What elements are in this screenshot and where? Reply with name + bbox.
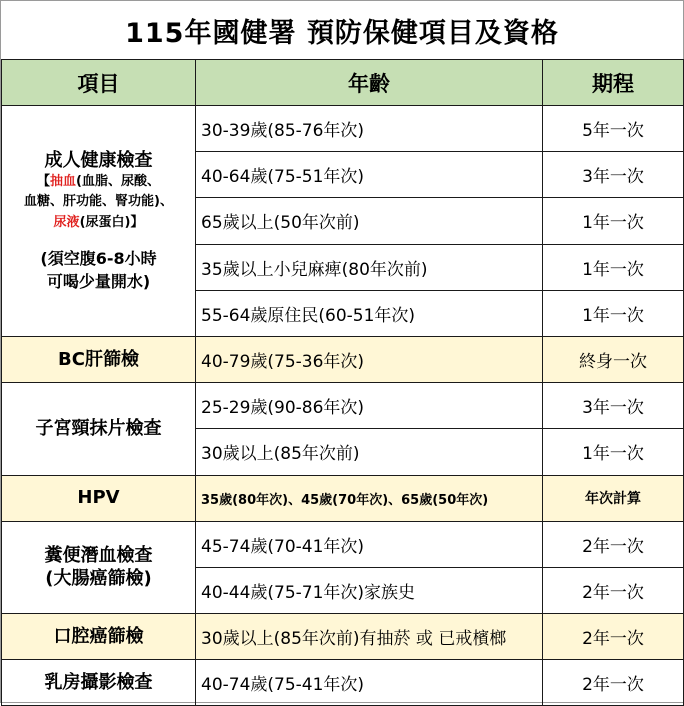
bracket-open: 【 <box>37 174 51 190</box>
term-cell: 終身一次 <box>543 336 684 382</box>
item-oral-cancer: 口腔癌篩檢 <box>2 614 196 660</box>
age-cell: 55-64歲原住民(60-51年次) <box>196 290 543 336</box>
term-cell: 3年一次 <box>543 383 684 429</box>
age-cell: 45-74歲(70-41年次) <box>196 521 543 567</box>
term-cell: 2年一次 <box>543 521 684 567</box>
page-title: 115年國健署 預防保健項目及資格 <box>125 17 559 49</box>
table-row <box>2 521 684 567</box>
age-cell: 35歲以上小兒麻痺(80年次前) <box>196 244 543 290</box>
item-pap-smear: 子宮頸抹片檢查 <box>2 383 196 475</box>
table-row <box>2 660 684 706</box>
item-mammography: 乳房攝影檢查 <box>2 660 196 706</box>
age-cell: 35歲(80年次)、45歲(70年次)、65歲(50年次) <box>196 475 543 521</box>
urine-text: (尿蛋白)】 <box>79 214 144 230</box>
table-row <box>2 475 684 521</box>
table-row <box>2 336 684 382</box>
table-row <box>2 106 684 152</box>
header-term: 期程 <box>543 60 684 106</box>
item-name: 成人健康檢查 <box>44 149 153 171</box>
item-name: 糞便潛血檢查 <box>44 544 153 566</box>
term-cell: 1年一次 <box>543 429 684 475</box>
fasting-note <box>2 247 195 293</box>
age-cell: 40-44歲(75-71年次)家族史 <box>196 567 543 613</box>
item-subname: (大腸癌篩檢) <box>45 568 152 590</box>
age-cell: 40-74歲(75-41年次) <box>196 660 543 706</box>
header-row <box>2 60 684 106</box>
table-row <box>2 383 684 429</box>
blood-text2: 血糖、肝功能、腎功能)、 <box>24 194 173 210</box>
blood-test-desc <box>2 172 195 232</box>
term-cell: 年次計算 <box>543 475 684 521</box>
term-cell: 3年一次 <box>543 152 684 198</box>
term-cell: 2年一次 <box>543 567 684 613</box>
term-cell: 1年一次 <box>543 198 684 244</box>
term-cell: 5年一次 <box>543 106 684 152</box>
fasting-note-line2: 可喝少量開水) <box>46 271 151 291</box>
item-adult-health-check <box>2 106 196 337</box>
age-cell: 30-39歲(85-76年次) <box>196 106 543 152</box>
fasting-note-line1: (須空腹6-8小時 <box>40 248 157 268</box>
term-cell: 1年一次 <box>543 290 684 336</box>
screening-table <box>1 59 684 706</box>
item-bc-liver: BC肝篩檢 <box>2 336 196 382</box>
term-cell: 2年一次 <box>543 614 684 660</box>
age-cell: 25-29歲(90-86年次) <box>196 383 543 429</box>
item-fecal-occult-blood <box>2 521 196 613</box>
blood-text1: (血脂、尿酸、 <box>76 174 160 190</box>
header-item: 項目 <box>2 60 196 106</box>
age-cell: 30歲以上(85年次前) <box>196 429 543 475</box>
term-cell: 1年一次 <box>543 244 684 290</box>
age-cell: 40-64歲(75-51年次) <box>196 152 543 198</box>
term-cell: 2年一次 <box>543 660 684 706</box>
urine-label: 尿液 <box>53 214 80 230</box>
age-cell: 40-79歲(75-36年次) <box>196 336 543 382</box>
item-hpv: HPV <box>2 475 196 521</box>
blood-label: 抽血 <box>50 174 77 190</box>
age-cell: 30歲以上(85年次前)有抽菸 或 已戒檳榔 <box>196 614 543 660</box>
header-age: 年齡 <box>196 60 543 106</box>
table-row <box>2 614 684 660</box>
age-cell: 65歲以上(50年次前) <box>196 198 543 244</box>
